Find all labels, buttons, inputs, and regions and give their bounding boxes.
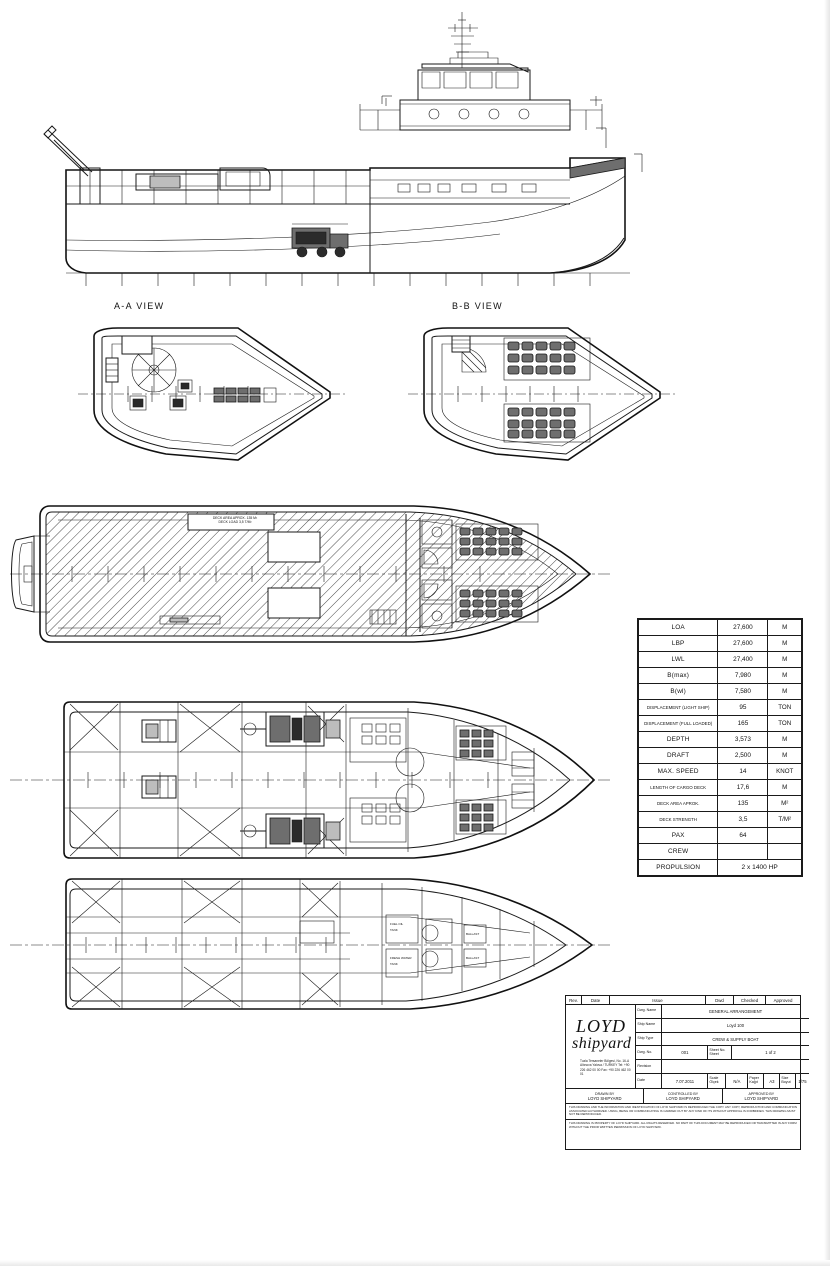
approval-controlled-by bbox=[644, 1089, 722, 1103]
logo-name-line1: LOYD bbox=[576, 1016, 627, 1036]
tb-key-dwg-name: Dwg. Name bbox=[636, 1005, 662, 1018]
tb-header-rev: Rev. bbox=[566, 996, 582, 1004]
logo-name-line2: shipyard bbox=[572, 1035, 632, 1052]
approval-approved-name: LOYD SHIPYARD bbox=[744, 1095, 779, 1101]
machinery-plan-view bbox=[10, 690, 620, 870]
tb-header-issue: Issue bbox=[610, 996, 706, 1004]
tb-key-paper: Paper Kağıt bbox=[748, 1074, 764, 1088]
spec-unit: M bbox=[768, 748, 802, 764]
tb-key-dwg-no: Dwg. No. bbox=[636, 1046, 662, 1059]
spec-unit: T/M² bbox=[768, 812, 802, 828]
tb-value-size: 1/75 bbox=[798, 1078, 807, 1084]
spec-unit: TON bbox=[768, 700, 802, 716]
deck-area-note-line1: DECK AREA APROX. 135 M² bbox=[212, 516, 258, 520]
approval-controlled-name: LOYD SHIPYARD bbox=[666, 1095, 700, 1101]
svg-text:FUEL OIL: FUEL OIL bbox=[390, 922, 404, 926]
approval-drawn-name: LOYD SHIPYARD bbox=[587, 1095, 622, 1101]
tb-key-sheet-no: Sheet No. Sheet bbox=[708, 1046, 732, 1059]
tb-header-checked: Checked bbox=[734, 996, 766, 1004]
spec-label: DECK AREA APROK. bbox=[639, 796, 718, 812]
tb-value-date: 7.07.2011 bbox=[662, 1074, 708, 1088]
spec-row bbox=[639, 716, 802, 732]
spec-value: 165 bbox=[718, 716, 768, 732]
tb-key-revision: Revision bbox=[636, 1060, 662, 1073]
spec-label: LENGTH OF CARGO DECK bbox=[639, 780, 718, 796]
spec-label: LBP bbox=[639, 636, 718, 652]
spec-unit: M bbox=[768, 684, 802, 700]
tank-plan-view bbox=[10, 865, 620, 1015]
spec-row bbox=[639, 636, 802, 652]
tb-header-date: Date bbox=[582, 996, 610, 1004]
spec-row-propulsion bbox=[639, 860, 802, 876]
spec-value bbox=[718, 844, 768, 860]
spec-unit: KNOT bbox=[768, 764, 802, 780]
spec-unit: M bbox=[768, 780, 802, 796]
spec-row bbox=[639, 764, 802, 780]
spec-label: B(max) bbox=[639, 668, 718, 684]
spec-unit bbox=[768, 828, 802, 844]
spec-unit: M bbox=[768, 668, 802, 684]
tb-header-dwd: Dwd bbox=[706, 996, 734, 1004]
svg-text:BALLAST: BALLAST bbox=[466, 932, 480, 936]
spec-row bbox=[639, 668, 802, 684]
spec-label: B(wl) bbox=[639, 684, 718, 700]
main-deck-plan-view bbox=[10, 492, 620, 662]
spec-unit: M² bbox=[768, 796, 802, 812]
tb-key-ship-name: Ship Name bbox=[636, 1019, 662, 1032]
spec-label: CREW bbox=[639, 844, 718, 860]
section-b-b-view bbox=[408, 318, 688, 463]
legal-note-1: THIS DRAWING AND THE INFORMATION AND IDENTIFICATION OF LOYD SHIPYARD IS REPRODUCED THE COPY. ANY COPY, REPRODUCTION AND COMMUNICATION ASSOCIATED AUTHORIZED. USING, BEING OR COMMUNICATING IS CARRIED OUT BY ANY KIND OF ITS WITHOUT APPROVAL IS FORBIDDEN. THIS DRAWING MUST NOT BE REPRODUCED. bbox=[566, 1104, 800, 1120]
tb-value-scale: N/A bbox=[726, 1074, 748, 1088]
tb-key-ship-type: Ship Type bbox=[636, 1033, 662, 1046]
tb-header-approved: Approved bbox=[773, 997, 793, 1003]
svg-text:TANK: TANK bbox=[390, 928, 398, 932]
section-a-a-view bbox=[78, 318, 358, 463]
page-edge-bottom bbox=[0, 1260, 830, 1266]
spec-value: 3,573 bbox=[718, 732, 768, 748]
spec-unit: M bbox=[768, 732, 802, 748]
view-label-a-a: A-A VIEW bbox=[114, 301, 165, 311]
view-label-b-b: B-B VIEW bbox=[452, 301, 503, 311]
spec-value: 64 bbox=[718, 828, 768, 844]
spec-row bbox=[639, 796, 802, 812]
deck-area-note-line2: DECK LOAD 3,5 T/M² bbox=[218, 520, 252, 525]
spec-value: 14 bbox=[718, 764, 768, 780]
spec-unit: TON bbox=[768, 716, 802, 732]
spec-label: PAX bbox=[639, 828, 718, 844]
spec-value: 17,6 bbox=[718, 780, 768, 796]
spec-label: DISPLACEMENT (FULL LOADED) bbox=[639, 716, 718, 732]
spec-row bbox=[639, 700, 802, 716]
tb-key-size: Size Boyut bbox=[780, 1074, 796, 1088]
spec-label: LOA bbox=[639, 620, 718, 636]
spec-row bbox=[639, 732, 802, 748]
spec-unit bbox=[768, 844, 802, 860]
tb-key-scale: Scale Ölçek bbox=[708, 1074, 726, 1088]
page-edge-right bbox=[824, 0, 830, 1266]
svg-text:TANK: TANK bbox=[390, 962, 398, 966]
spec-value: 135 bbox=[718, 796, 768, 812]
spec-value: 3,5 bbox=[718, 812, 768, 828]
spec-value: 7,580 bbox=[718, 684, 768, 700]
spec-label: MAX. SPEED bbox=[639, 764, 718, 780]
tb-value-ship-type: CREW & SUPPLY BOAT bbox=[712, 1036, 759, 1042]
spec-row bbox=[639, 828, 802, 844]
tb-value-revision bbox=[662, 1060, 808, 1073]
approval-approved-role: APPROVED BY bbox=[748, 1091, 775, 1096]
specifications-table bbox=[637, 618, 803, 877]
deck-area-note bbox=[190, 516, 280, 525]
spec-value: 2,500 bbox=[718, 748, 768, 764]
spec-value: 7,980 bbox=[718, 668, 768, 684]
logo-address: Tuzla Tersaneler Bölgesi, No. 16-A Altınova Yalova / TURKEY Tel: +90 226 462 00 00 Fax: +90 226 462 00 01 bbox=[580, 1059, 631, 1076]
spec-unit: M bbox=[768, 620, 802, 636]
spec-label-propulsion: PROPULSION bbox=[639, 860, 718, 876]
approval-drawn-role: DRAWN BY bbox=[595, 1091, 615, 1096]
legal-note-2: THIS DRAWING IS PROPERTY OF LOYD SHIPYARD. ALL RIGHTS RESERVED. NO PART OF THIS DOCUMENT MAY BE REPRODUCED OR TRANSMITTED IN ANY FORM WITHOUT THE PRIOR WRITTEN PERMISSION OF LOYD SHIPYARD. bbox=[569, 1120, 797, 1129]
tb-key-date: Date bbox=[636, 1074, 662, 1088]
spec-row bbox=[639, 748, 802, 764]
tb-value-dwg-name: GENERAL ARRANGEMENT bbox=[708, 1008, 763, 1014]
title-block bbox=[565, 995, 807, 1150]
spec-row bbox=[639, 652, 802, 668]
spec-row bbox=[639, 684, 802, 700]
svg-text:BALLAST: BALLAST bbox=[466, 956, 480, 960]
spec-value: 27,400 bbox=[718, 652, 768, 668]
company-logo bbox=[566, 1005, 636, 1088]
svg-text:FRESH WATER: FRESH WATER bbox=[390, 956, 412, 960]
spec-value: 27,600 bbox=[718, 636, 768, 652]
spec-row bbox=[639, 812, 802, 828]
spec-row bbox=[639, 780, 802, 796]
approval-controlled-role: CONTROLLED BY bbox=[667, 1091, 699, 1096]
spec-row bbox=[639, 620, 802, 636]
spec-label: LWL bbox=[639, 652, 718, 668]
side-profile-view bbox=[30, 8, 650, 298]
tb-value-ship-name: Loyd 100 bbox=[726, 1022, 745, 1028]
approval-drawn-by bbox=[566, 1089, 644, 1103]
spec-value: 27,600 bbox=[718, 620, 768, 636]
tb-value-sheet-no: 1 of 2 bbox=[765, 1050, 776, 1056]
spec-value-propulsion: 2 x 1400 HP bbox=[718, 860, 802, 876]
spec-unit: M bbox=[768, 652, 802, 668]
spec-row bbox=[639, 844, 802, 860]
tb-value-dwg-no: 001 bbox=[662, 1046, 708, 1059]
spec-label: DECK STRENGTH bbox=[639, 812, 718, 828]
spec-label: DEPTH bbox=[639, 732, 718, 748]
tb-value-paper: A3 bbox=[764, 1074, 780, 1088]
spec-label: DRAFT bbox=[639, 748, 718, 764]
spec-label: DISPLACEMENT (LIGHT SHIP) bbox=[639, 700, 718, 716]
spec-value: 95 bbox=[718, 700, 768, 716]
spec-unit: M bbox=[768, 636, 802, 652]
approval-approved-by bbox=[723, 1089, 800, 1103]
